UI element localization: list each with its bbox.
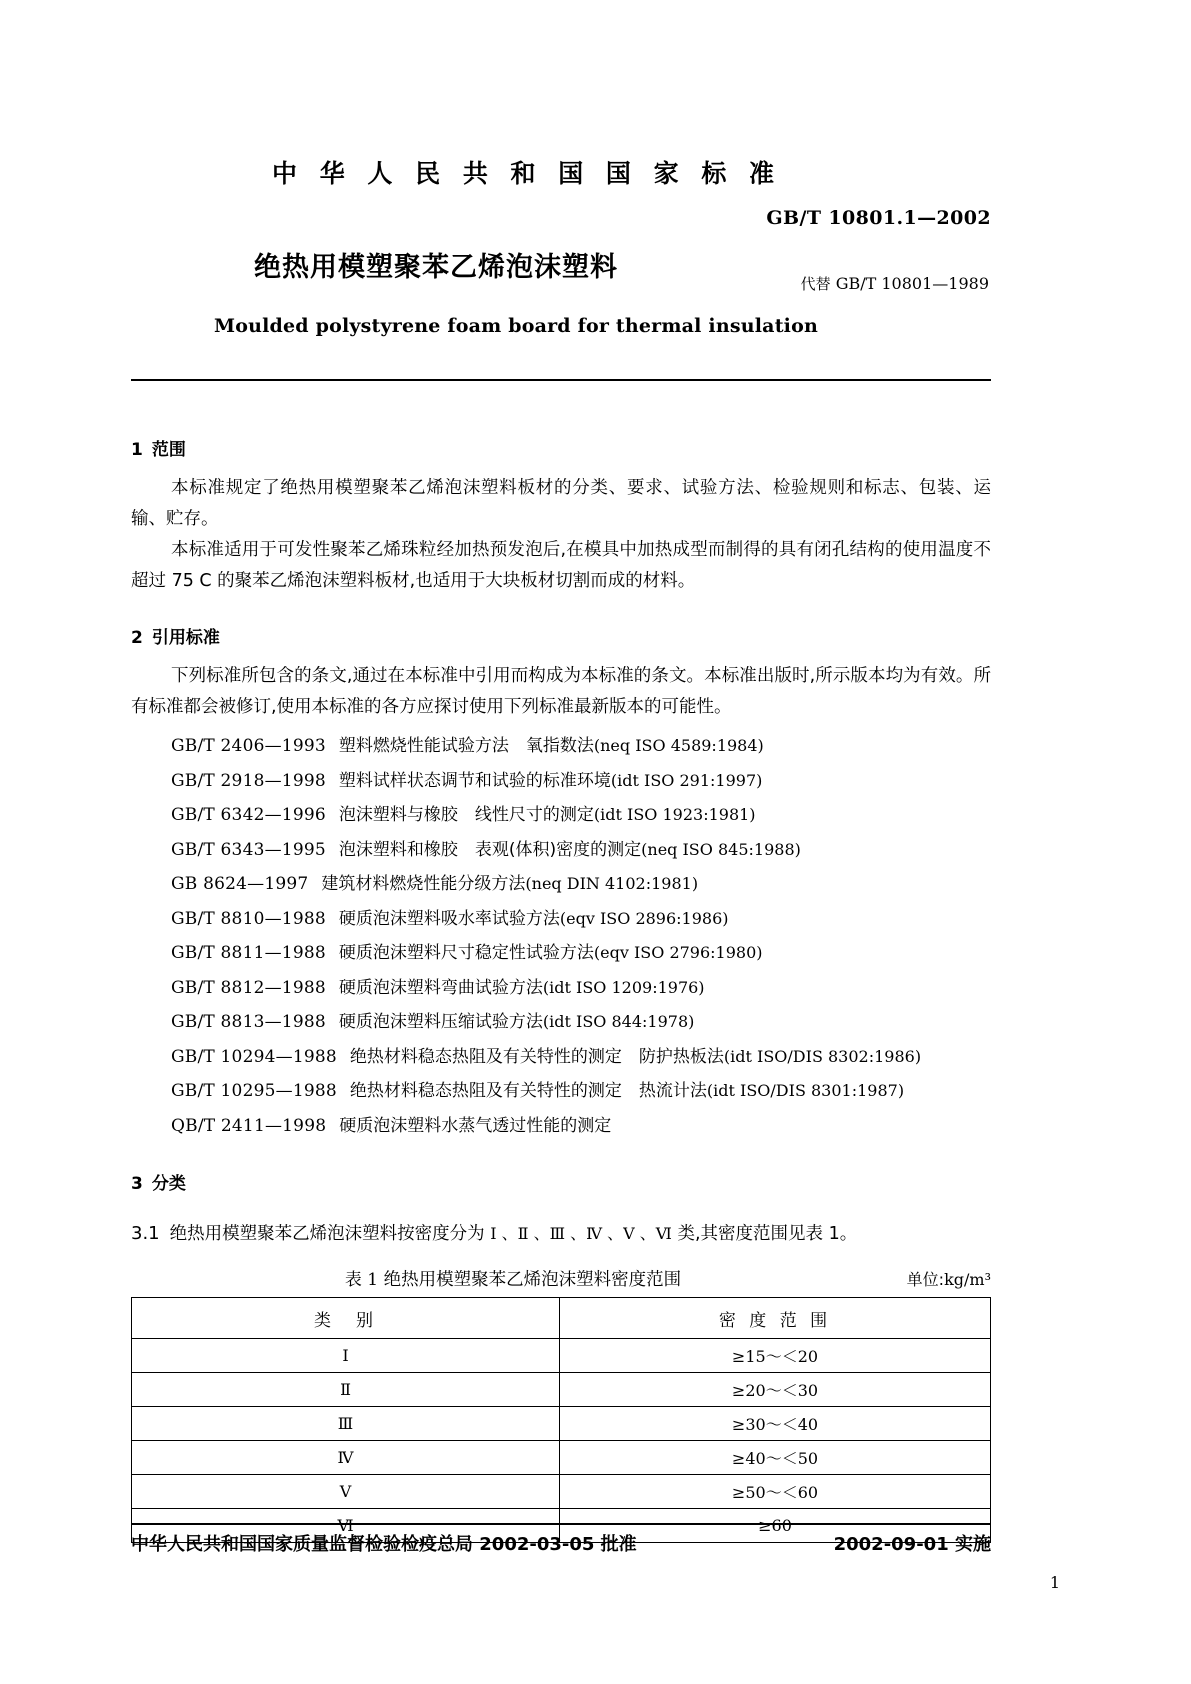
- list-item: [131, 1040, 991, 1075]
- document-title-english: Moulded polystyrene foam board for thermal insulation: [214, 314, 818, 337]
- replaces-code: GB/T 10801—1989: [835, 274, 989, 293]
- unit-label: 单位:: [906, 1270, 945, 1289]
- standard-code: GB/T 10801.1—2002: [766, 207, 991, 229]
- reference-code: GB/T 10295—1988: [171, 1081, 337, 1101]
- implementation-date: 2002‐09‐01 实施: [833, 1534, 991, 1555]
- approval-authority: 中华人民共和国国家质量监督检验检疫总局 2002‐03‐05 批准: [131, 1534, 637, 1555]
- reference-code: GB/T 2918—1998: [171, 770, 326, 791]
- page-footer: [131, 1530, 991, 1556]
- reference-iso: (idt ISO/DIS 8302:1986): [723, 1046, 922, 1066]
- list-item: [131, 1005, 991, 1040]
- table-1-title: 绝热用模塑聚苯乙烯泡沫塑料密度范围: [383, 1270, 682, 1290]
- section-1-number: 1: [131, 440, 143, 460]
- referenced-standards-list: [131, 729, 991, 1143]
- density-range-table: [131, 1297, 991, 1543]
- list-item: [131, 1074, 991, 1109]
- table-1-unit: [907, 1267, 991, 1290]
- section-1-paragraph-2: 本标准适用于可发性聚苯乙烯珠粒经加热预发泡后,在模具中加热成型而制得的具有闭孔结构的使用温度不超过 75 C 的聚苯乙烯泡沫塑料板材,也适用于大块板材切割而成的材料。: [131, 540, 991, 591]
- section-2-paragraph-1: 下列标准所包含的条文,通过在本标准中引用而构成为本标准的条文。本标准出版时,所示版本均为有效。所有标准都会被修订,使用本标准的各方应探讨使用下列标准最新版本的可能性。: [131, 666, 991, 717]
- reference-code: GB/T 6342—1996: [171, 805, 326, 825]
- list-item: [131, 902, 991, 937]
- reference-code: GB/T 8813—1988: [171, 1012, 326, 1032]
- column-header-density: 密 度 范 围: [560, 1298, 991, 1339]
- table-row: [132, 1339, 991, 1373]
- reference-code: GB/T 8811—1988: [171, 943, 326, 963]
- section-2-heading: [131, 623, 991, 648]
- footer-divider-rule: [131, 1523, 991, 1525]
- document-title-chinese: 绝热用模塑聚苯乙烯泡沫塑料: [254, 251, 618, 283]
- section-1-title: 范围: [151, 440, 186, 460]
- clause-text-b: 类,其密度范围见表 1。: [671, 1224, 858, 1244]
- reference-name: 塑料燃烧性能试验方法 氧指数法: [338, 736, 594, 756]
- cell-class: Ⅱ: [132, 1373, 560, 1407]
- list-item: [131, 1109, 991, 1144]
- reference-name: 建筑材料燃烧性能分级方法: [321, 874, 526, 894]
- section-2-title: 引用标准: [151, 628, 220, 648]
- reference-iso: (idt ISO/DIS 8301:1987): [706, 1081, 905, 1100]
- section-2-number: 2: [131, 628, 143, 648]
- replaces-note: [801, 273, 989, 294]
- clause-3-1: [131, 1219, 991, 1249]
- cell-density: ≥15～＜20: [560, 1339, 991, 1373]
- list-item: [131, 867, 991, 902]
- reference-code: GB/T 8810—1988: [171, 908, 326, 929]
- reference-code: GB/T 8812—1988: [171, 977, 326, 998]
- cell-class: Ⅴ: [132, 1475, 560, 1509]
- reference-name: 绝热材料稳态热阻及有关特性的测定 热流计法: [349, 1081, 707, 1101]
- reference-name: 硬质泡沫塑料尺寸稳定性试验方法: [338, 943, 594, 963]
- list-item: [131, 798, 991, 833]
- table-1-caption: [131, 1265, 991, 1291]
- cell-density: ≥30～＜40: [560, 1407, 991, 1441]
- reference-name: 硬质泡沫塑料压缩试验方法: [338, 1012, 543, 1032]
- section-3-title: 分类: [151, 1174, 186, 1194]
- cell-density: ≥20～＜30: [560, 1373, 991, 1407]
- reference-name: 硬质泡沫塑料水蒸气透过性能的测定: [339, 1115, 612, 1136]
- cell-density: ≥40～＜50: [560, 1441, 991, 1475]
- spacer-2: [131, 1143, 991, 1169]
- clause-number: 3.1: [131, 1223, 160, 1244]
- table-1-number: 表 1: [344, 1270, 379, 1290]
- section-1-paragraph-1: 本标准规定了绝热用模塑聚苯乙烯泡沫塑料板材的分类、要求、试验方法、检验规则和标志、包装、运输、贮存。: [131, 478, 991, 529]
- replaces-label: 代替: [800, 275, 831, 293]
- section-3-heading: [131, 1169, 991, 1194]
- reference-code: GB/T 2406—1993: [171, 736, 326, 756]
- table-row: [132, 1407, 991, 1441]
- list-item: [131, 764, 991, 799]
- reference-name: 塑料试样状态调节和试验的标准环境: [338, 770, 611, 791]
- document-body: [131, 435, 991, 1543]
- cell-class: Ⅰ: [132, 1339, 560, 1373]
- reference-name: 泡沫塑料和橡胶 表观(体积)密度的测定: [338, 839, 642, 860]
- reference-code: GB/T 10294—1988: [171, 1046, 337, 1067]
- reference-name: 泡沫塑料与橡胶 线性尺寸的测定: [338, 805, 594, 825]
- page-number: 1: [1049, 1573, 1060, 1592]
- reference-iso: (idt ISO 291:1997): [610, 770, 763, 790]
- section-1-heading: [131, 435, 991, 460]
- section-3-number: 3: [131, 1174, 143, 1194]
- reference-iso: (eqv ISO 2896:1986): [559, 908, 729, 928]
- clause-text-a: 绝热用模塑聚苯乙烯泡沫塑料按密度分为: [169, 1224, 491, 1244]
- table-row: [132, 1373, 991, 1407]
- table-1-caption-row: [131, 1265, 991, 1291]
- reference-iso: (neq ISO 4589:1984): [593, 736, 764, 755]
- class-roman-numerals: Ⅰ 、Ⅱ 、Ⅲ 、Ⅳ 、Ⅴ 、Ⅵ: [490, 1224, 672, 1243]
- reference-iso: (idt ISO 1209:1976): [542, 977, 705, 997]
- reference-code: QB/T 2411—1998: [171, 1115, 327, 1136]
- unit-value: kg/m³: [944, 1270, 991, 1289]
- table-row: [132, 1441, 991, 1475]
- reference-iso: (eqv ISO 2796:1980): [593, 943, 763, 962]
- spacer-1: [131, 597, 991, 623]
- list-item: [131, 971, 991, 1006]
- spacer-3: [131, 1207, 991, 1219]
- reference-name: 绝热材料稳态热阻及有关特性的测定 防护热板法: [349, 1046, 724, 1067]
- masthead: [131, 160, 991, 337]
- reference-name: 硬质泡沫塑料吸水率试验方法: [338, 908, 560, 929]
- header-divider-rule: [131, 379, 991, 381]
- reference-iso: (idt ISO 1923:1981): [593, 805, 756, 824]
- reference-code: GB/T 6343—1995: [171, 839, 326, 860]
- cell-class: Ⅵ: [132, 1509, 560, 1543]
- table-header-row: [132, 1298, 991, 1339]
- reference-iso: (idt ISO 844:1978): [542, 1012, 695, 1031]
- list-item: [131, 936, 991, 971]
- list-item: [131, 833, 991, 868]
- cell-density: ≥60: [560, 1509, 991, 1543]
- reference-iso: (neq ISO 845:1988): [641, 839, 801, 859]
- cell-class: Ⅲ: [132, 1407, 560, 1441]
- national-standard-title: 中 华 人 民 共 和 国 国 家 标 准: [272, 159, 782, 188]
- cell-class: Ⅳ: [132, 1441, 560, 1475]
- column-header-class: 类 别: [132, 1298, 560, 1339]
- table-row: [132, 1475, 991, 1509]
- list-item: [131, 729, 991, 764]
- reference-code: GB 8624—1997: [171, 874, 309, 894]
- reference-name: 硬质泡沫塑料弯曲试验方法: [338, 977, 543, 998]
- cell-density: ≥50～＜60: [560, 1475, 991, 1509]
- reference-iso: (neq DIN 4102:1981): [525, 874, 699, 893]
